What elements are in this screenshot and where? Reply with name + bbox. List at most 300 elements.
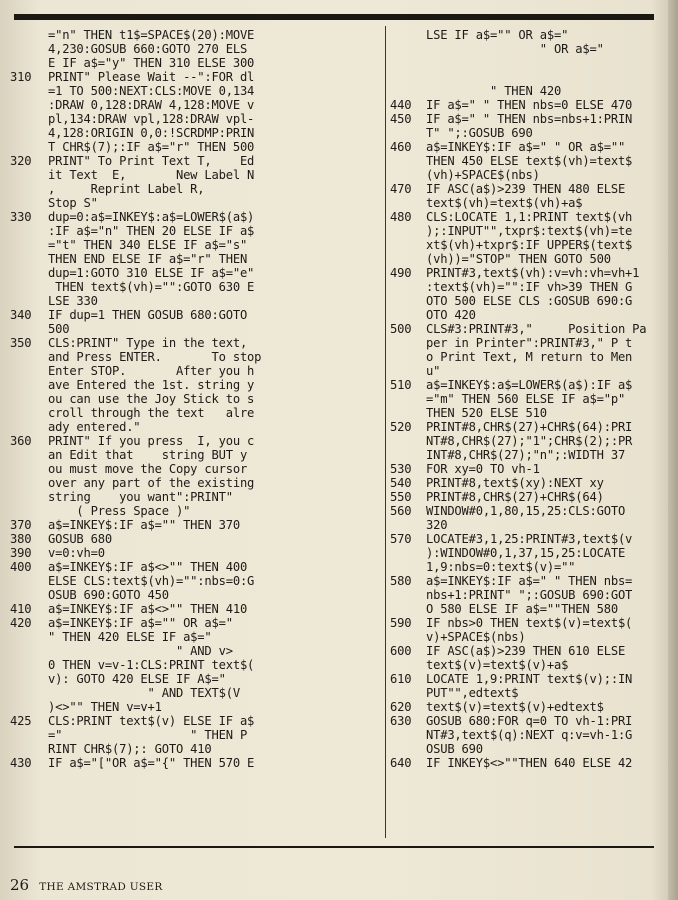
line-number	[390, 728, 426, 742]
line-number	[390, 364, 426, 378]
line-number: 310	[10, 70, 32, 84]
code-text: NT#3,text$(q):NEXT q:v=vh-1:G	[426, 728, 633, 742]
code-text: 4,128:ORIGIN 0,0:!SCRDMP:PRIN	[48, 126, 255, 140]
code-line	[390, 420, 670, 434]
code-text: IF INKEY$<>""THEN 640 ELSE 42	[426, 756, 633, 770]
code-text: THEN text$(vh)="":GOTO 630 E	[48, 280, 255, 294]
code-text: ="n" THEN t1$=SPACE$(20):MOVE	[48, 28, 255, 42]
code-text: ( Press Space )"	[48, 504, 191, 518]
code-text: PUT"",edtext$	[426, 686, 519, 700]
line-number: 630	[390, 714, 412, 728]
code-text: text$(vh)=text$(vh)+a$	[426, 196, 583, 210]
code-text: a$=INKEY$:IF a$<>"" THEN 410	[48, 602, 248, 616]
line-number: 510	[390, 378, 412, 392]
code-line	[390, 210, 670, 224]
code-text: " THEN 420 ELSE IF a$="	[48, 630, 212, 644]
line-number: 590	[390, 616, 412, 630]
code-text: (vh)+SPACE$(nbs)	[426, 168, 540, 182]
code-line	[10, 714, 380, 728]
code-line	[390, 364, 670, 378]
code-line	[10, 448, 380, 462]
code-line	[10, 252, 380, 266]
line-number: 330	[10, 210, 32, 224]
line-number	[390, 56, 426, 70]
line-number	[390, 686, 426, 700]
code-line	[10, 42, 380, 56]
code-line	[390, 602, 670, 616]
line-number	[390, 84, 426, 98]
code-line	[390, 98, 670, 112]
code-line	[10, 98, 380, 112]
code-text: ):WINDOW#0,1,37,15,25:LOCATE	[426, 546, 626, 560]
line-number	[390, 742, 426, 756]
line-number	[10, 742, 48, 756]
line-number: 470	[390, 182, 412, 196]
code-line	[10, 616, 380, 630]
code-line	[390, 462, 670, 476]
line-number	[10, 392, 48, 406]
line-number: 440	[390, 98, 412, 112]
line-number	[10, 182, 48, 196]
code-line	[390, 742, 670, 756]
code-text: ="t" THEN 340 ELSE IF a$="s"	[48, 238, 248, 252]
line-number: 380	[10, 532, 32, 546]
line-number	[10, 490, 48, 504]
code-line	[390, 252, 670, 266]
code-line	[390, 112, 670, 126]
code-text: o Print Text, M return to Men	[426, 350, 633, 364]
line-number: 410	[10, 602, 32, 616]
code-line	[390, 476, 670, 490]
line-number	[390, 238, 426, 252]
line-number: 500	[390, 322, 412, 336]
code-line	[390, 294, 670, 308]
line-number	[390, 294, 426, 308]
code-line	[390, 182, 670, 196]
line-number	[390, 602, 426, 616]
code-text: 4,230:GOSUB 660:GOTO 270 ELS	[48, 42, 248, 56]
line-number	[390, 168, 426, 182]
code-line	[10, 70, 380, 84]
code-line	[10, 462, 380, 476]
code-line	[390, 728, 670, 742]
line-number: 490	[390, 266, 412, 280]
code-line	[390, 546, 670, 560]
line-number: 550	[390, 490, 412, 504]
code-line	[390, 630, 670, 644]
line-number: 370	[10, 518, 32, 532]
code-line	[10, 686, 380, 700]
code-line	[390, 686, 670, 700]
code-line	[390, 56, 670, 70]
code-line	[10, 238, 380, 252]
code-line	[390, 616, 670, 630]
code-text: (vh))="STOP" THEN GOTO 500	[426, 252, 611, 266]
line-number: 460	[390, 140, 412, 154]
code-text: v): GOTO 420 ELSE IF A$="	[48, 672, 226, 686]
code-line	[10, 84, 380, 98]
line-number: 320	[10, 154, 32, 168]
line-number	[390, 630, 426, 644]
code-line	[10, 504, 380, 518]
line-number	[390, 392, 426, 406]
line-number	[10, 42, 48, 56]
line-number	[10, 224, 48, 238]
line-number	[10, 672, 48, 686]
code-text: IF dup=1 THEN GOSUB 680:GOTO	[48, 308, 248, 322]
code-text: v)+SPACE$(nbs)	[426, 630, 526, 644]
code-line	[10, 434, 380, 448]
code-line	[390, 672, 670, 686]
code-line	[10, 266, 380, 280]
code-line	[390, 42, 670, 56]
code-text: IF a$=" " THEN nbs=0 ELSE 470	[426, 98, 633, 112]
code-text: );:INPUT"",txpr$:text$(vh)=te	[426, 224, 633, 238]
line-number	[390, 280, 426, 294]
code-text: croll through the text alre	[48, 406, 255, 420]
code-text: it Text E, New Label N	[48, 168, 255, 182]
line-number	[10, 686, 48, 700]
code-line	[10, 756, 380, 770]
line-number	[10, 56, 48, 70]
code-line	[390, 238, 670, 252]
column-divider	[385, 26, 386, 838]
code-line	[390, 322, 670, 336]
code-text: over any part of the existing	[48, 476, 255, 490]
line-number	[10, 112, 48, 126]
code-text: , Reprint Label R,	[48, 182, 205, 196]
page-footer	[10, 876, 163, 894]
code-line	[390, 280, 670, 294]
code-text: FOR xy=0 TO vh-1	[426, 462, 540, 476]
code-line	[390, 392, 670, 406]
code-text	[426, 70, 670, 84]
line-number	[10, 252, 48, 266]
line-number	[10, 420, 48, 434]
code-text: )<>"" THEN v=v+1	[48, 700, 162, 714]
code-line	[10, 224, 380, 238]
code-text: CLS:LOCATE 1,1:PRINT text$(vh	[426, 210, 633, 224]
code-text: GOSUB 680:FOR q=0 TO vh-1:PRI	[426, 714, 633, 728]
line-number	[10, 98, 48, 112]
code-line	[390, 224, 670, 238]
line-number	[10, 350, 48, 364]
code-text: v=0:vh=0	[48, 546, 105, 560]
code-text: OSUB 690:GOTO 450	[48, 588, 169, 602]
line-number	[10, 574, 48, 588]
listing-column-left	[10, 28, 380, 838]
code-text: " OR a$="	[426, 42, 604, 56]
code-line	[390, 448, 670, 462]
code-line	[390, 378, 670, 392]
code-line	[10, 350, 380, 364]
line-number: 350	[10, 336, 32, 350]
code-text: IF a$="["OR a$="{" THEN 570 E	[48, 756, 255, 770]
line-number: 540	[390, 476, 412, 490]
code-line	[10, 364, 380, 378]
code-text: 320	[426, 518, 448, 532]
code-line	[10, 28, 380, 42]
code-text: :DRAW 0,128:DRAW 4,128:MOVE v	[48, 98, 255, 112]
line-number	[390, 252, 426, 266]
code-line	[390, 434, 670, 448]
code-text: ="m" THEN 560 ELSE IF a$="p"	[426, 392, 626, 406]
code-line	[390, 336, 670, 350]
code-line	[10, 644, 380, 658]
line-number	[390, 588, 426, 602]
code-line	[10, 420, 380, 434]
code-text: dup=0:a$=INKEY$:a$=LOWER$(a$)	[48, 210, 255, 224]
code-line	[390, 490, 670, 504]
code-line	[390, 560, 670, 574]
line-number	[390, 546, 426, 560]
code-text: :text$(vh)="":IF vh>39 THEN G	[426, 280, 633, 294]
code-line	[390, 196, 670, 210]
code-text: CLS#3:PRINT#3," Position Pa	[426, 322, 647, 336]
code-line	[390, 406, 670, 420]
code-text: nbs+1:PRINT" ";:GOSUB 690:GOT	[426, 588, 633, 602]
code-line	[10, 112, 380, 126]
code-text: E IF a$="y" THEN 310 ELSE 300	[48, 56, 255, 70]
line-number	[390, 336, 426, 350]
code-text: a$=INKEY$:IF a$="" OR a$="	[48, 616, 233, 630]
page-edge	[668, 0, 678, 900]
code-text: ou can use the Joy Stick to s	[48, 392, 255, 406]
line-number	[10, 280, 48, 294]
code-text	[426, 56, 670, 70]
line-number	[10, 28, 48, 42]
code-line	[390, 504, 670, 518]
code-text: a$=INKEY$:IF a$=" " THEN nbs=	[426, 574, 633, 588]
line-number: 430	[10, 756, 32, 770]
line-number	[390, 518, 426, 532]
line-number	[10, 476, 48, 490]
code-line	[10, 56, 380, 70]
code-line	[10, 532, 380, 546]
code-line	[10, 182, 380, 196]
code-text: 1,9:nbs=0:text$(v)=""	[426, 560, 576, 574]
code-line	[10, 490, 380, 504]
code-line	[390, 714, 670, 728]
code-line	[10, 476, 380, 490]
code-line	[390, 588, 670, 602]
code-line	[10, 154, 380, 168]
line-number	[10, 700, 48, 714]
code-line	[10, 336, 380, 350]
line-number	[10, 630, 48, 644]
code-line	[10, 210, 380, 224]
line-number	[10, 168, 48, 182]
line-number	[10, 266, 48, 280]
code-text: PRINT#8,CHR$(27)+CHR$(64)	[426, 490, 604, 504]
code-line	[390, 532, 670, 546]
magazine-title: THE AMSTRAD USER	[39, 881, 163, 893]
code-text: IF a$=" " THEN nbs=nbs+1:PRIN	[426, 112, 633, 126]
code-text: PRINT#3,text$(vh):v=vh:vh=vh+1	[426, 266, 640, 280]
code-line	[10, 518, 380, 532]
line-number	[390, 658, 426, 672]
line-number	[390, 224, 426, 238]
code-text: IF ASC(a$)>239 THEN 480 ELSE	[426, 182, 626, 196]
code-line	[390, 266, 670, 280]
code-text: WINDOW#0,1,80,15,25:CLS:GOTO	[426, 504, 626, 518]
listing-column-right	[390, 28, 670, 838]
code-text: 500	[48, 322, 70, 336]
line-number	[10, 196, 48, 210]
line-number: 600	[390, 644, 412, 658]
line-number	[10, 294, 48, 308]
code-text: PRINT" To Print Text T, Ed	[48, 154, 255, 168]
code-line	[10, 658, 380, 672]
code-text: Stop S"	[48, 196, 98, 210]
code-line	[10, 672, 380, 686]
line-number: 480	[390, 210, 412, 224]
code-text: ELSE CLS:text$(vh)="":nbs=0:G	[48, 574, 255, 588]
line-number	[390, 308, 426, 322]
code-text: GOSUB 680	[48, 532, 112, 546]
line-number: 520	[390, 420, 412, 434]
line-number: 620	[390, 700, 412, 714]
code-line	[10, 602, 380, 616]
code-line	[390, 168, 670, 182]
line-number: 580	[390, 574, 412, 588]
code-line	[390, 140, 670, 154]
page-number: 26	[10, 876, 30, 894]
code-line	[10, 168, 380, 182]
code-text: IF ASC(a$)>239 THEN 610 ELSE	[426, 644, 626, 658]
code-text: an Edit that string BUT y	[48, 448, 248, 462]
line-number	[390, 434, 426, 448]
code-line	[390, 154, 670, 168]
code-text: a$=INKEY$:IF a$=" " OR a$=""	[426, 140, 626, 154]
code-line	[390, 518, 670, 532]
code-text: dup=1:GOTO 310 ELSE IF a$="e"	[48, 266, 255, 280]
code-text: text$(v)=text$(v)+edtext$	[426, 700, 604, 714]
line-number: 560	[390, 504, 412, 518]
code-text: THEN END ELSE IF a$="r" THEN	[48, 252, 248, 266]
code-line	[10, 406, 380, 420]
code-line	[390, 574, 670, 588]
line-number: 640	[390, 756, 412, 770]
code-line	[390, 350, 670, 364]
code-line	[390, 126, 670, 140]
line-number	[390, 126, 426, 140]
code-text: INT#8,CHR$(27);"n";:WIDTH 37	[426, 448, 626, 462]
code-text: a$=INKEY$:IF a$="" THEN 370	[48, 518, 240, 532]
code-line	[10, 322, 380, 336]
code-text: T CHR$(7);:IF a$="r" THEN 500	[48, 140, 255, 154]
bottom-rule	[14, 846, 654, 848]
code-text: text$(v)=text$(v)+a$	[426, 658, 569, 672]
line-number	[10, 728, 48, 742]
line-number: 530	[390, 462, 412, 476]
code-text: NT#8,CHR$(27);"1";CHR$(2);:PR	[426, 434, 633, 448]
line-number: 450	[390, 112, 412, 126]
code-text: LSE 330	[48, 294, 98, 308]
code-text: PRINT#8,text$(xy):NEXT xy	[426, 476, 604, 490]
code-text: ady entered."	[48, 420, 141, 434]
code-text: CLS:PRINT text$(v) ELSE IF a$	[48, 714, 255, 728]
line-number	[390, 406, 426, 420]
code-line	[10, 574, 380, 588]
code-text: O 580 ELSE IF a$=""THEN 580	[426, 602, 618, 616]
code-text: " AND TEXT$(V	[48, 686, 240, 700]
code-text: ave Entered the 1st. string y	[48, 378, 255, 392]
line-number	[10, 238, 48, 252]
code-line	[390, 84, 670, 98]
code-text: LOCATE 1,9:PRINT text$(v);:IN	[426, 672, 633, 686]
code-text: =" " THEN P	[48, 728, 248, 742]
code-line	[10, 546, 380, 560]
line-number	[10, 126, 48, 140]
code-line	[390, 70, 670, 84]
code-text: Enter STOP. After you h	[48, 364, 255, 378]
code-text: LSE IF a$="" OR a$="	[426, 28, 569, 42]
line-number	[10, 462, 48, 476]
line-number	[10, 140, 48, 154]
code-text: LOCATE#3,1,25:PRINT#3,text$(v	[426, 532, 633, 546]
line-number	[10, 448, 48, 462]
code-text: " THEN 420	[426, 84, 562, 98]
code-line	[10, 308, 380, 322]
line-number	[10, 658, 48, 672]
code-text: THEN 450 ELSE text$(vh)=text$	[426, 154, 633, 168]
code-text: ou must move the Copy cursor	[48, 462, 248, 476]
code-text: RINT CHR$(7);: GOTO 410	[48, 742, 212, 756]
code-line	[10, 378, 380, 392]
line-number	[390, 560, 426, 574]
code-line	[390, 644, 670, 658]
line-number: 340	[10, 308, 32, 322]
code-text: PRINT#8,CHR$(27)+CHR$(64):PRI	[426, 420, 633, 434]
code-text: =1 TO 500:NEXT:CLS:MOVE 0,134	[48, 84, 255, 98]
code-text: :IF a$="n" THEN 20 ELSE IF a$	[48, 224, 255, 238]
line-number: 360	[10, 434, 32, 448]
code-text: pl,134:DRAW vpl,128:DRAW vpl-	[48, 112, 255, 126]
line-number: 400	[10, 560, 32, 574]
line-number: 610	[390, 672, 412, 686]
code-line	[390, 658, 670, 672]
code-text: u"	[426, 364, 441, 378]
code-text: string you want":PRINT"	[48, 490, 233, 504]
code-line	[390, 308, 670, 322]
code-text: T" ";:GOSUB 690	[426, 126, 533, 140]
line-number	[390, 448, 426, 462]
line-number: 570	[390, 532, 412, 546]
code-text: a$=INKEY$:a$=LOWER$(a$):IF a$	[426, 378, 633, 392]
code-text: xt$(vh)+txpr$:IF UPPER$(text$	[426, 238, 633, 252]
line-number	[390, 196, 426, 210]
code-line	[10, 280, 380, 294]
line-number	[10, 406, 48, 420]
line-number	[390, 350, 426, 364]
line-number: 390	[10, 546, 32, 560]
line-number	[10, 84, 48, 98]
code-text: " AND v>	[48, 644, 233, 658]
code-line	[10, 196, 380, 210]
code-line	[390, 756, 670, 770]
code-text: and Press ENTER. To stop	[48, 350, 262, 364]
line-number	[10, 588, 48, 602]
code-text: IF nbs>0 THEN text$(v)=text$(	[426, 616, 633, 630]
code-line	[10, 700, 380, 714]
line-number	[10, 378, 48, 392]
code-line	[390, 700, 670, 714]
code-text: a$=INKEY$:IF a$<>"" THEN 400	[48, 560, 248, 574]
code-line	[10, 742, 380, 756]
line-number	[390, 42, 426, 56]
line-number	[10, 644, 48, 658]
